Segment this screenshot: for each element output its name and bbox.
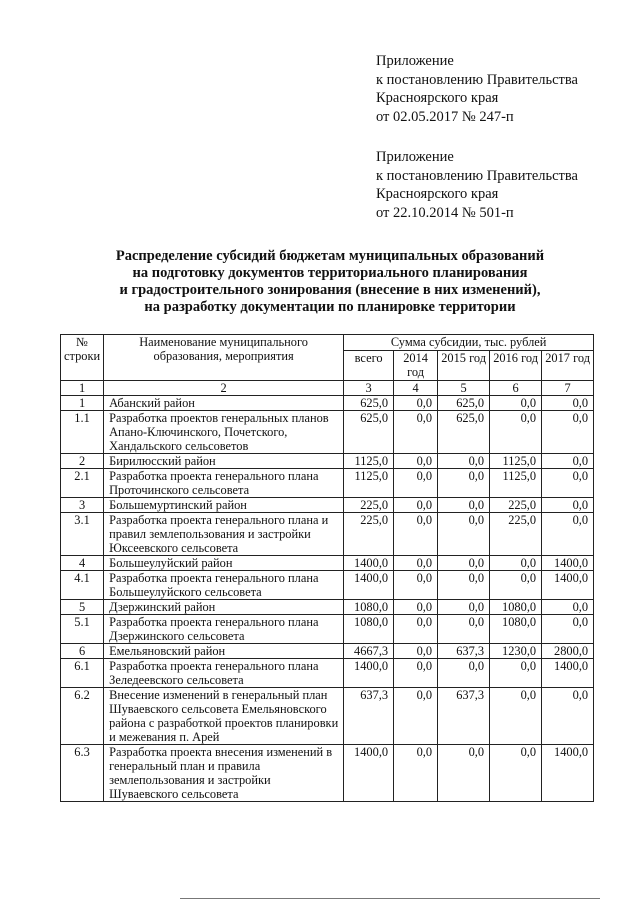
- title-line: Распределение субсидий бюджетам муниципальных образований: [115, 248, 545, 264]
- row-number-cell: 3: [61, 498, 104, 513]
- page-edge-line: [180, 898, 600, 899]
- value-cell-y2017: 1400,0: [542, 571, 594, 600]
- appendix-line: Красноярского края: [376, 90, 499, 106]
- table-row: [61, 659, 594, 688]
- value-cell-y2015: 0,0: [438, 571, 490, 600]
- document-title: [60, 248, 600, 316]
- row-number-cell: 1.1: [61, 411, 104, 454]
- appendix-line: от 02.05.2017 № 247-п: [376, 108, 514, 125]
- row-number-cell: 6.1: [61, 659, 104, 688]
- value-cell-y2014: 0,0: [394, 469, 438, 498]
- value-cell-y2015: 0,0: [438, 615, 490, 644]
- row-number-cell: 6: [61, 644, 104, 659]
- value-cell-y2014: 0,0: [394, 571, 438, 600]
- value-cell-total: 625,0: [344, 396, 394, 411]
- name-cell: Абанский район: [104, 396, 344, 411]
- value-cell-y2016: 0,0: [490, 688, 542, 745]
- value-cell-total: 225,0: [344, 498, 394, 513]
- value-cell-y2015: 0,0: [438, 745, 490, 802]
- table-row: [61, 745, 594, 802]
- name-cell: Внесение изменений в генеральный план Шуваевского сельсовета Емельяновского района с разработкой проектов планировки и межевания п. Арей: [104, 688, 344, 745]
- header-year-2017: 2017 год: [542, 351, 594, 381]
- value-cell-y2014: 0,0: [394, 454, 438, 469]
- value-cell-y2014: 0,0: [394, 513, 438, 556]
- header-total: всего: [344, 351, 394, 381]
- column-index: 6: [490, 381, 542, 396]
- name-cell: Разработка проекта генерального плана Большеулуйского сельсовета: [104, 571, 344, 600]
- value-cell-total: 1125,0: [344, 454, 394, 469]
- value-cell-y2016: 1125,0: [490, 454, 542, 469]
- value-cell-y2016: 0,0: [490, 571, 542, 600]
- value-cell-y2014: 0,0: [394, 411, 438, 454]
- value-cell-total: 1400,0: [344, 745, 394, 802]
- table-row: [61, 556, 594, 571]
- value-cell-y2015: 637,3: [438, 644, 490, 659]
- table-row: [61, 644, 594, 659]
- column-index: 3: [344, 381, 394, 396]
- row-number-cell: 5: [61, 600, 104, 615]
- value-cell-y2014: 0,0: [394, 396, 438, 411]
- value-cell-y2017: 1400,0: [542, 745, 594, 802]
- table-header-row: [61, 335, 594, 351]
- value-cell-y2015: 625,0: [438, 411, 490, 454]
- value-cell-y2017: 0,0: [542, 688, 594, 745]
- name-cell: Большемуртинский район: [104, 498, 344, 513]
- value-cell-y2016: 0,0: [490, 659, 542, 688]
- header-subsidy-sum: Сумма субсидии, тыс. рублей: [344, 335, 594, 351]
- name-cell: Разработка проектов генеральных планов Апано-Ключинского, Почетского, Хандальского сельсоветов: [104, 411, 344, 454]
- name-cell: Разработка проекта генерального плана Зеледеевского сельсовета: [104, 659, 344, 688]
- value-cell-y2017: 2800,0: [542, 644, 594, 659]
- column-index: 2: [104, 381, 344, 396]
- value-cell-y2017: 0,0: [542, 454, 594, 469]
- name-cell: Бирилюсский район: [104, 454, 344, 469]
- value-cell-y2016: 1125,0: [490, 469, 542, 498]
- table-row: [61, 454, 594, 469]
- value-cell-total: 625,0: [344, 411, 394, 454]
- value-cell-y2015: 0,0: [438, 600, 490, 615]
- table-row: [61, 688, 594, 745]
- value-cell-y2016: 0,0: [490, 396, 542, 411]
- name-cell: Разработка проекта генерального плана и правил землепользования и застройки Юксеевского сельсовета: [104, 513, 344, 556]
- name-cell: Разработка проекта генерального плана Проточинского сельсовета: [104, 469, 344, 498]
- value-cell-y2015: 625,0: [438, 396, 490, 411]
- name-cell: Разработка проекта внесения изменений в генеральный план и правила землепользования и застройки Шуваевского сельсовета: [104, 745, 344, 802]
- value-cell-total: 225,0: [344, 513, 394, 556]
- table-row: [61, 615, 594, 644]
- value-cell-y2014: 0,0: [394, 556, 438, 571]
- row-number-cell: 6.3: [61, 745, 104, 802]
- value-cell-total: 1400,0: [344, 556, 394, 571]
- value-cell-y2017: 1400,0: [542, 659, 594, 688]
- table-row: [61, 498, 594, 513]
- value-cell-total: 1080,0: [344, 615, 394, 644]
- value-cell-y2017: 0,0: [542, 513, 594, 556]
- value-cell-y2017: 0,0: [542, 498, 594, 513]
- value-cell-total: 1080,0: [344, 600, 394, 615]
- subsidy-table: [60, 334, 594, 802]
- value-cell-y2014: 0,0: [394, 644, 438, 659]
- row-number-cell: 5.1: [61, 615, 104, 644]
- value-cell-y2017: 0,0: [542, 396, 594, 411]
- title-line: на разработку документации по планировке территории: [144, 299, 516, 315]
- value-cell-y2017: 0,0: [542, 469, 594, 498]
- value-cell-y2017: 1400,0: [542, 556, 594, 571]
- value-cell-y2017: 0,0: [542, 411, 594, 454]
- table-row: [61, 513, 594, 556]
- column-index: 1: [61, 381, 104, 396]
- value-cell-y2014: 0,0: [394, 615, 438, 644]
- value-cell-y2014: 0,0: [394, 498, 438, 513]
- value-cell-y2015: 0,0: [438, 469, 490, 498]
- row-number-cell: 3.1: [61, 513, 104, 556]
- title-line: и градостроительного зонирования (внесение в них изменений),: [119, 282, 541, 298]
- value-cell-y2016: 225,0: [490, 513, 542, 556]
- value-cell-y2015: 0,0: [438, 498, 490, 513]
- row-number-cell: 2: [61, 454, 104, 469]
- value-cell-y2016: 1080,0: [490, 600, 542, 615]
- value-cell-y2015: 0,0: [438, 454, 490, 469]
- appendix-header-original: [376, 148, 578, 222]
- value-cell-y2014: 0,0: [394, 659, 438, 688]
- table-row: [61, 600, 594, 615]
- appendix-line: к постановлению Правительства: [376, 71, 578, 88]
- value-cell-y2014: 0,0: [394, 745, 438, 802]
- column-index: 7: [542, 381, 594, 396]
- appendix-line: к постановлению Правительства: [376, 167, 578, 184]
- appendix-header-current: [376, 52, 578, 126]
- value-cell-y2016: 0,0: [490, 411, 542, 454]
- row-number-cell: 4: [61, 556, 104, 571]
- table-row: [61, 469, 594, 498]
- value-cell-y2016: 225,0: [490, 498, 542, 513]
- header-year-2016: 2016 год: [490, 351, 542, 381]
- value-cell-y2015: 637,3: [438, 688, 490, 745]
- appendix-line: Приложение: [376, 149, 454, 165]
- column-index: 5: [438, 381, 490, 396]
- header-name: Наименование муниципального образования, мероприятия: [104, 335, 344, 381]
- appendix-line: Красноярского края: [376, 186, 499, 202]
- value-cell-y2015: 0,0: [438, 659, 490, 688]
- value-cell-y2015: 0,0: [438, 556, 490, 571]
- name-cell: Дзержинский район: [104, 600, 344, 615]
- row-number-cell: 2.1: [61, 469, 104, 498]
- table-row: [61, 411, 594, 454]
- title-line: на подготовку документов территориального планирования: [132, 265, 528, 281]
- value-cell-y2016: 0,0: [490, 745, 542, 802]
- row-number-cell: 4.1: [61, 571, 104, 600]
- value-cell-y2017: 0,0: [542, 615, 594, 644]
- name-cell: Большеулуйский район: [104, 556, 344, 571]
- value-cell-y2014: 0,0: [394, 600, 438, 615]
- header-year-2015: 2015 год: [438, 351, 490, 381]
- value-cell-y2016: 1230,0: [490, 644, 542, 659]
- table-row: [61, 571, 594, 600]
- value-cell-y2016: 1080,0: [490, 615, 542, 644]
- header-row-number: № строки: [61, 335, 104, 381]
- value-cell-total: 1400,0: [344, 659, 394, 688]
- appendix-line: от 22.10.2014 № 501-п: [376, 204, 514, 221]
- value-cell-total: 4667,3: [344, 644, 394, 659]
- name-cell: Емельяновский район: [104, 644, 344, 659]
- header-year-2014: 2014 год: [394, 351, 438, 381]
- column-index-row: [61, 381, 594, 396]
- value-cell-y2014: 0,0: [394, 688, 438, 745]
- column-index: 4: [394, 381, 438, 396]
- row-number-cell: 1: [61, 396, 104, 411]
- value-cell-y2016: 0,0: [490, 556, 542, 571]
- appendix-line: Приложение: [376, 53, 454, 69]
- value-cell-total: 637,3: [344, 688, 394, 745]
- table-row: [61, 396, 594, 411]
- value-cell-y2017: 0,0: [542, 600, 594, 615]
- name-cell: Разработка проекта генерального плана Дзержинского сельсовета: [104, 615, 344, 644]
- row-number-cell: 6.2: [61, 688, 104, 745]
- value-cell-total: 1400,0: [344, 571, 394, 600]
- value-cell-total: 1125,0: [344, 469, 394, 498]
- value-cell-y2015: 0,0: [438, 513, 490, 556]
